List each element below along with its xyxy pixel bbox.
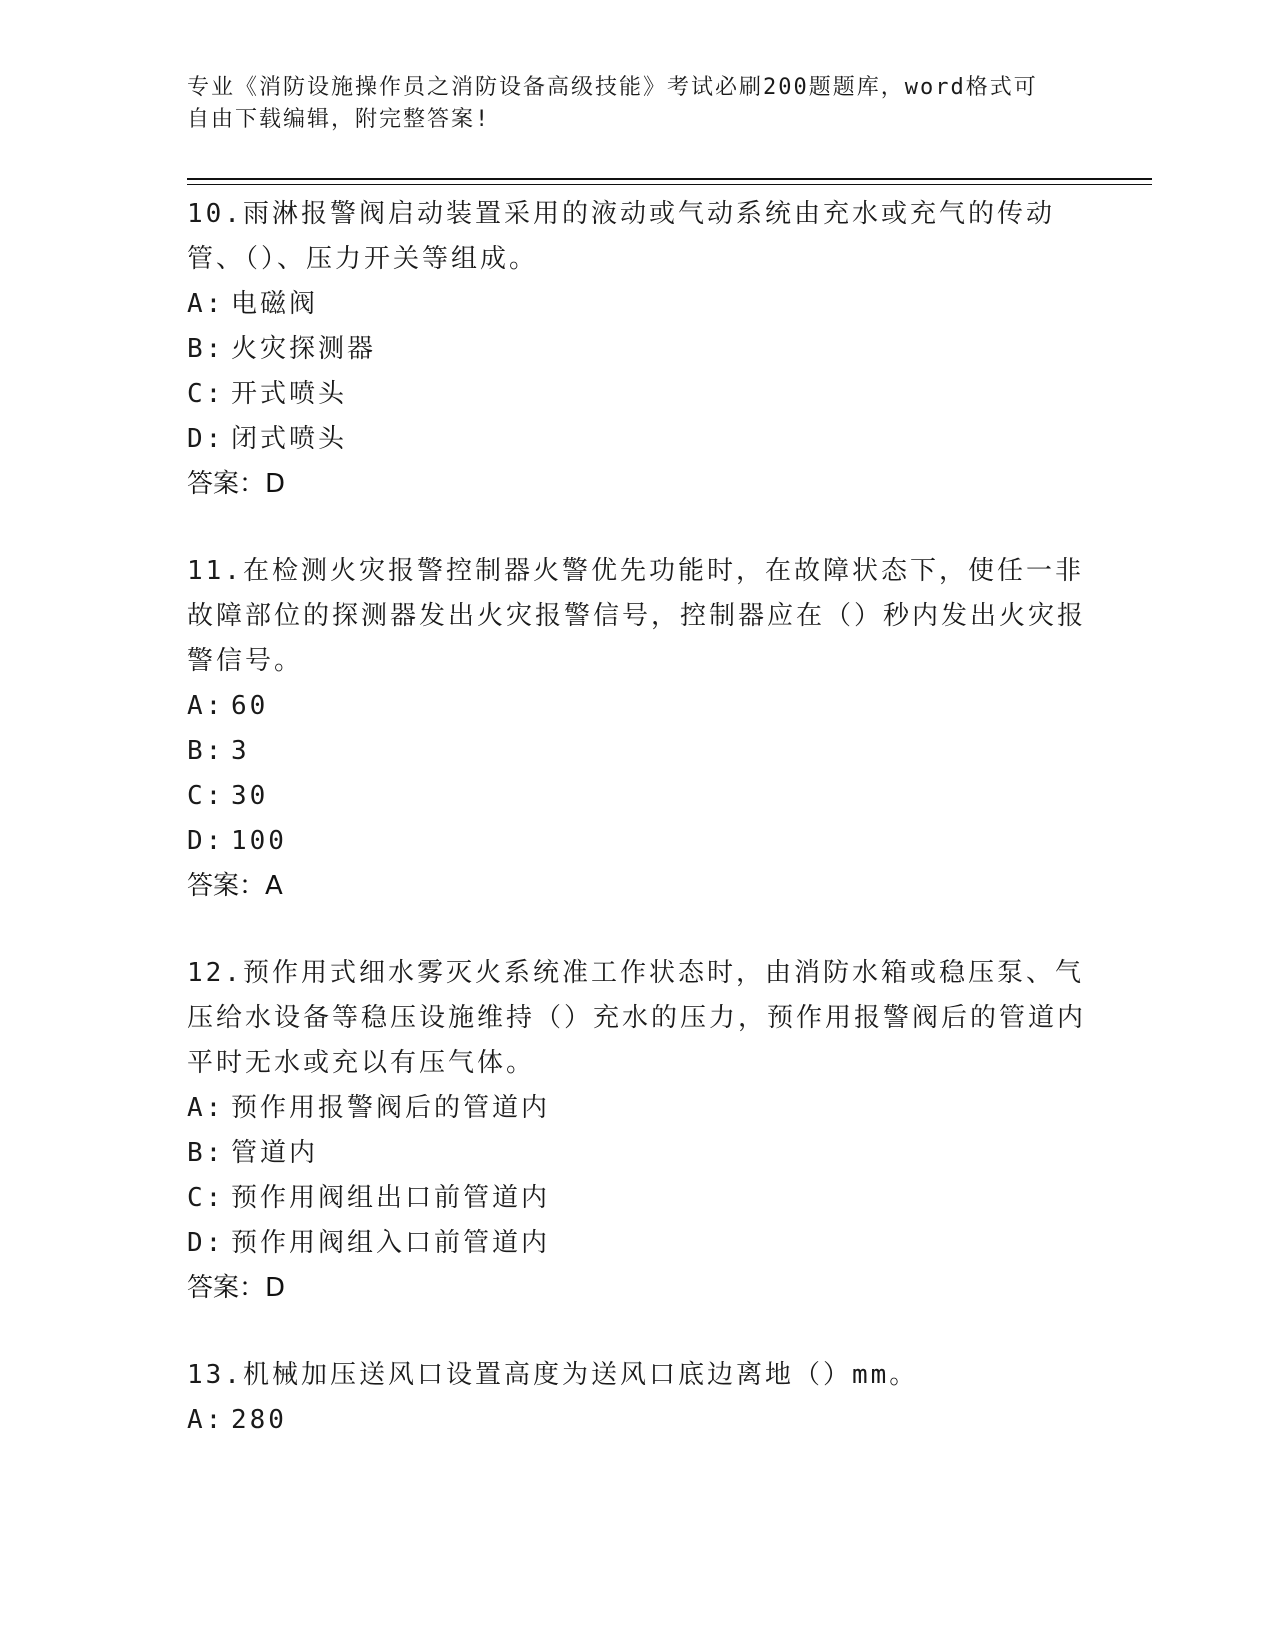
- option-key: D:: [187, 424, 225, 454]
- option-text: 预作用阀组出口前管道内: [231, 1183, 551, 1213]
- header-divider-thin: [187, 184, 1152, 185]
- question-item: [187, 1353, 1087, 1443]
- header-divider-thick: [187, 178, 1152, 180]
- answer-line: 答案：D: [187, 1273, 286, 1303]
- document-header: [187, 72, 1067, 136]
- option-text: 电磁阀: [231, 289, 319, 319]
- option-text: 预作用报警阀后的管道内: [231, 1093, 551, 1123]
- option-text: 管道内: [231, 1138, 319, 1168]
- option-key: B:: [187, 334, 225, 364]
- question-stem: 11.在检测火灾报警控制器火警优先功能时，在故障状态下，使任一非故障部位的探测器发出火灾报警信号，控制器应在（）秒内发出火灾报警信号。: [187, 556, 1087, 676]
- option-d: [187, 1221, 1087, 1266]
- question-stem: 13.机械加压送风口设置高度为送风口底边离地（）mm。: [187, 1360, 919, 1390]
- option-key: C:: [187, 781, 225, 811]
- question-item: [187, 192, 1087, 507]
- option-text: 280: [231, 1405, 287, 1435]
- option-c: [187, 1176, 1087, 1221]
- option-text: 30: [231, 781, 269, 811]
- option-key: A:: [187, 289, 225, 319]
- option-b: [187, 729, 1087, 774]
- option-a: [187, 1398, 1087, 1443]
- option-text: 60: [231, 691, 269, 721]
- option-key: C:: [187, 1183, 225, 1213]
- option-key: A:: [187, 1093, 225, 1123]
- option-key: A:: [187, 691, 225, 721]
- option-key: B:: [187, 1138, 225, 1168]
- option-b: [187, 327, 1087, 372]
- option-text: 预作用阀组入口前管道内: [231, 1228, 551, 1258]
- option-d: [187, 819, 1087, 864]
- option-text: 开式喷头: [231, 379, 348, 409]
- question-list: [187, 192, 1087, 1443]
- option-text: 火灾探测器: [231, 334, 377, 364]
- question-stem: 10.雨淋报警阀启动装置采用的液动或气动系统由充水或充气的传动管、（）、压力开关等组成。: [187, 199, 1055, 274]
- option-d: [187, 417, 1087, 462]
- option-c: [187, 372, 1087, 417]
- option-a: [187, 282, 1087, 327]
- answer-line: 答案：D: [187, 469, 286, 499]
- option-text: 100: [231, 826, 287, 856]
- option-b: [187, 1131, 1087, 1176]
- option-key: D:: [187, 1228, 225, 1258]
- header-line-2: 自由下载编辑，附完整答案!: [187, 107, 491, 132]
- answer-line: 答案：A: [187, 871, 283, 901]
- header-line-1: 专业《消防设施操作员之消防设备高级技能》考试必刷200题题库，word格式可: [187, 75, 1038, 100]
- option-text: 闭式喷头: [231, 424, 348, 454]
- question-item: [187, 549, 1087, 909]
- question-stem: 12.预作用式细水雾灭火系统准工作状态时，由消防水箱或稳压泵、气压给水设备等稳压设施维持（）充水的压力，预作用报警阀后的管道内平时无水或充以有压气体。: [187, 958, 1087, 1078]
- option-key: A:: [187, 1405, 225, 1435]
- option-a: [187, 684, 1087, 729]
- option-key: B:: [187, 736, 225, 766]
- question-item: [187, 951, 1087, 1311]
- option-key: C:: [187, 379, 225, 409]
- option-a: [187, 1086, 1087, 1131]
- option-c: [187, 774, 1087, 819]
- option-text: 3: [231, 736, 250, 766]
- option-key: D:: [187, 826, 225, 856]
